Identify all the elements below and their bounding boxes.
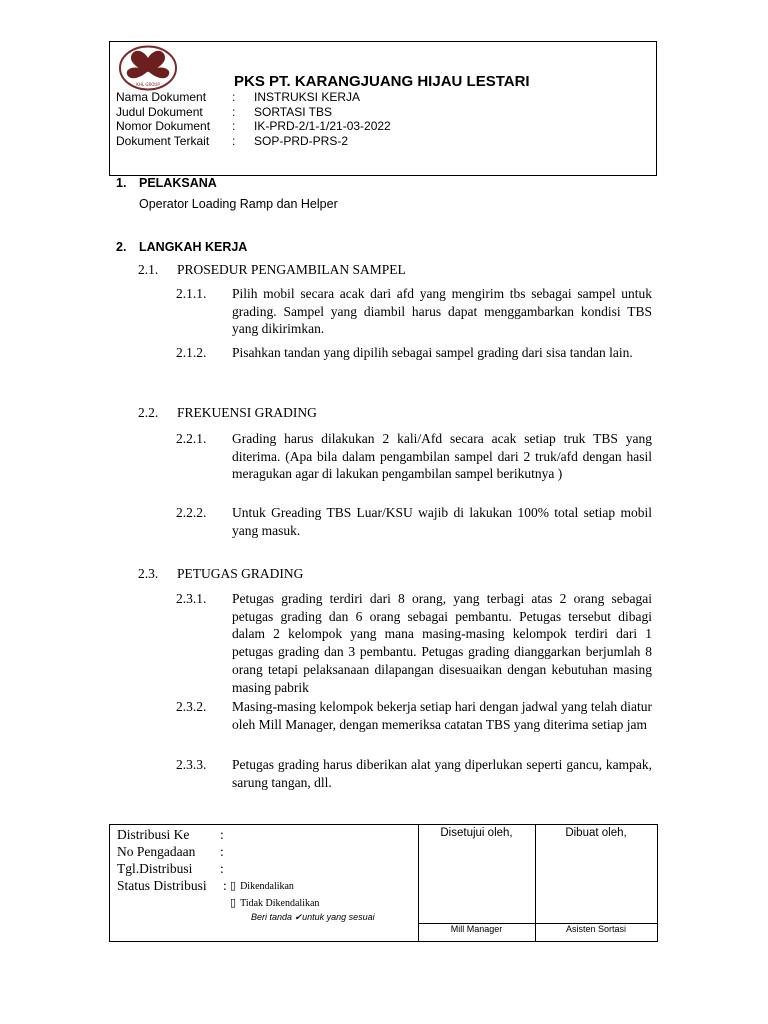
meta-row: [116, 90, 391, 105]
company-logo: [118, 45, 178, 91]
meta-key: Nama Dokument: [116, 90, 207, 104]
subsection-title: PETUGAS GRADING: [177, 566, 304, 581]
item-number: 2.2.2.: [176, 505, 207, 520]
subsection-number: 2.3.: [138, 566, 159, 581]
distribution-label: No Pengadaan: [117, 844, 196, 859]
made-by-label: Dibuat oleh,: [565, 827, 627, 839]
distribution-label: Status Distribusi: [117, 878, 207, 893]
company-title: PKS PT. KARANGJUANG HIJAU LESTARI: [234, 73, 530, 90]
meta-value: SORTASI TBS: [254, 104, 333, 119]
distribution-colon: :: [223, 878, 227, 893]
option-label: Tidak Dikendalikan: [240, 898, 320, 909]
subsection-number: 2.2.: [138, 405, 159, 420]
section-body: Operator Loading Ramp dan Helper: [139, 197, 338, 211]
meta-row: [116, 119, 391, 134]
option-dikendalikan[interactable]: [230, 879, 294, 892]
distribution-table: [109, 824, 658, 942]
option-tidak-dikendalikan[interactable]: [230, 896, 319, 909]
item-number: 2.1.2.: [176, 345, 207, 360]
distribution-label: Distribusi Ke: [117, 827, 190, 842]
item-text: Petugas grading harus diberikan alat yang diperlukan seperti gancu, kampak, sarung tangan, dll.: [232, 757, 652, 790]
meta-value: IK-PRD-2/1-1/21-03-2022: [254, 119, 391, 133]
meta-colon: :: [232, 90, 236, 104]
option-label: Dikendalikan: [240, 881, 294, 892]
item-number: 2.3.2.: [176, 699, 207, 714]
distribution-colon: :: [220, 844, 224, 859]
item-text: Untuk Greading TBS Luar/KSU wajib di lakukan 100% total setiap mobil yang masuk.: [232, 505, 652, 538]
item-text: Pisahkan tandan yang dipilih sebagai sampel grading dari sisa tandan lain.: [232, 345, 633, 360]
distribution-colon: :: [220, 861, 224, 876]
meta-value: SOP-PRD-PRS-2: [254, 133, 349, 148]
svg-text:KHL GROUP: KHL GROUP: [136, 82, 160, 87]
item-number: 2.2.1.: [176, 431, 207, 446]
meta-colon: :: [232, 133, 236, 148]
item-number: 2.3.3.: [176, 757, 207, 772]
item-text: Grading harus dilakukan 2 kali/Afd secara acak setiap truk TBS yang diterima. (Apa bila dalam pengambilan sampel dari 2 truk/afd dengan hasil meragukan agar di lakukan pengambilan sampel berikutnya ): [232, 431, 652, 482]
checkbox-icon[interactable]: ▯: [230, 879, 237, 892]
approved-by-label: Disetujui oleh,: [440, 827, 513, 839]
document-header: [109, 41, 657, 176]
section-title: PELAKSANA: [139, 176, 217, 190]
meta-key: Judul Dokument: [116, 104, 203, 119]
item-text: Masing-masing kelompok bekerja setiap hari dengan jadwal yang telah diatur oleh Mill Manager, dengan memeriksa catatan TBS yang diterima setiap jam: [232, 699, 652, 732]
meta-row: [116, 134, 391, 149]
item-number: 2.1.1.: [176, 286, 207, 301]
section-number: 2.: [116, 240, 127, 254]
meta-colon: :: [232, 119, 236, 133]
meta-row: [116, 105, 391, 120]
document-meta: [116, 90, 391, 148]
meta-key: Nomor Dokument: [116, 119, 211, 133]
section-number: 1.: [116, 176, 127, 190]
item-text: Pilih mobil secara acak dari afd yang mengirim tbs sebagai sampel untuk grading. Sampel yang diambil harus dapat menggambarkan kondisi TBS yang dikirimkan.: [232, 286, 652, 337]
approver-role: Mill Manager: [450, 924, 503, 934]
distribution-colon: :: [220, 827, 224, 842]
subsection-number: 2.1.: [138, 262, 159, 277]
distribution-label: Tgl.Distribusi: [117, 861, 193, 876]
item-text: Petugas grading terdiri dari 8 orang, yang terbagi atas 2 orang sebagai petugas grading dan 6 orang sebagai pembantu. Petugas tersebut dibagi dalam 2 kelompok yang mana masing-masing kelompok terdiri dari 1 petugas grading dan 3 pembantu. Petugas grading dianggarkan berjumlah 8 orang tetapi pelaksanaan dilapangan disesuaikan dengan kebutuhan masing masing pabrik: [232, 591, 652, 695]
subsection-title: FREKUENSI GRADING: [177, 405, 317, 420]
checkbox-hint: Beri tanda ✔untuk yang sesuai: [251, 912, 375, 922]
section-title: LANGKAH KERJA: [139, 240, 248, 254]
meta-colon: :: [232, 104, 236, 119]
maker-role: Asisten Sortasi: [565, 924, 627, 934]
meta-key: Dokument Terkait: [116, 133, 210, 148]
subsection-title: PROSEDUR PENGAMBILAN SAMPEL: [177, 262, 406, 277]
item-number: 2.3.1.: [176, 591, 207, 606]
checkbox-icon[interactable]: ▯: [230, 896, 237, 909]
meta-value: INSTRUKSI KERJA: [254, 90, 361, 104]
